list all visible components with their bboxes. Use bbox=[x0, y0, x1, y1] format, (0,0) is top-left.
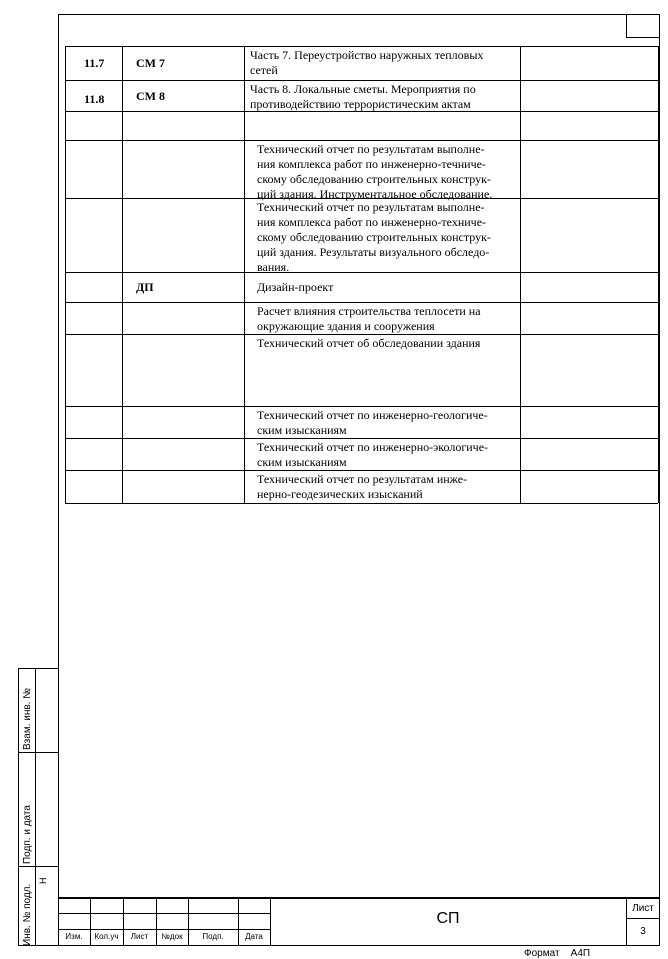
sheet-number: 3 bbox=[640, 926, 646, 937]
row-description-line: ским изысканиям bbox=[257, 455, 347, 469]
table-row-line bbox=[65, 334, 658, 335]
row-description-line: ским изысканиям bbox=[257, 423, 347, 437]
table-row-line bbox=[65, 438, 658, 439]
n-mark: Н bbox=[38, 877, 48, 884]
vzam-inv-label: Взам. инв. № bbox=[22, 688, 33, 750]
row-description-line: ния комплекса работ по инженерно-техниче- bbox=[257, 215, 487, 229]
row-number: 11.7 bbox=[84, 56, 105, 70]
table-col-line bbox=[122, 46, 123, 503]
table-row-line bbox=[65, 503, 658, 504]
table-col-line bbox=[520, 46, 521, 503]
podp-data-label: Подп. и дата bbox=[22, 805, 33, 864]
row-code: СМ 8 bbox=[136, 88, 165, 103]
format-footer bbox=[524, 948, 590, 959]
kol-uch-label: Кол.уч bbox=[94, 932, 119, 941]
row-description-line: Технический отчет по инженерно-геологиче- bbox=[257, 408, 488, 422]
table-col-line bbox=[244, 46, 245, 503]
document-code: СП bbox=[436, 910, 460, 927]
table-row-line bbox=[65, 470, 658, 471]
row-description-line: сетей bbox=[250, 63, 278, 77]
row-description-line: Технический отчет по результатам инже- bbox=[257, 472, 468, 486]
table-row-line bbox=[65, 46, 658, 47]
row-number: 11.8 bbox=[84, 91, 105, 106]
row-description-line: Расчет влияния строительства теплосети на bbox=[257, 304, 481, 318]
table-col-line bbox=[65, 46, 66, 503]
table-row-line bbox=[65, 406, 658, 407]
row-description-line: вания. bbox=[257, 260, 290, 274]
corner-box bbox=[626, 14, 660, 38]
row-description-line: Часть 8. Локальные сметы. Мероприятия по bbox=[250, 82, 476, 96]
table-row-line bbox=[65, 272, 658, 273]
ndok-label: №док bbox=[161, 932, 183, 941]
sheet-label: Лист bbox=[632, 903, 654, 914]
format-value: А4П bbox=[570, 948, 591, 959]
row-description-line: Технический отчет об обследовании здания bbox=[257, 336, 481, 350]
row-description-line: противодействию террористическим актам bbox=[250, 97, 471, 111]
row-description-line: нерно-геодезических изысканий bbox=[257, 487, 423, 501]
row-description-line: ния комплекса работ по инженерно-течниче- bbox=[257, 157, 486, 171]
table-row-line bbox=[65, 80, 658, 81]
row-description-line: скому обследованию строительных конструк- bbox=[257, 172, 491, 186]
row-code: СМ 7 bbox=[136, 56, 165, 70]
data-label: Дата bbox=[245, 932, 263, 941]
table-row-line bbox=[65, 111, 658, 112]
table-row-line bbox=[65, 140, 658, 141]
row-description-line: Технический отчет по результатам выполне- bbox=[257, 200, 485, 214]
row-code: ДП bbox=[136, 280, 154, 294]
table-row-line bbox=[65, 302, 658, 303]
row-description-line: Технический отчет по результатам выполне- bbox=[257, 142, 485, 156]
list-label: Лист bbox=[130, 932, 149, 941]
inv-podl-label: Инв. № подл. bbox=[22, 883, 33, 946]
row-description-line: скому обследованию строительных конструк- bbox=[257, 230, 491, 244]
row-description-line: окружающие здания и сооружения bbox=[257, 319, 435, 333]
podp-label: Подп. bbox=[202, 932, 224, 941]
row-description-line: Дизайн-проект bbox=[257, 280, 334, 294]
row-description-line: ций здания. Результаты визуального обследо- bbox=[257, 245, 490, 259]
row-description-line: Часть 7. Переустройство наружных тепловых bbox=[250, 48, 484, 62]
format-label: Формат bbox=[524, 948, 560, 959]
izm-label: Изм. bbox=[65, 932, 83, 941]
table-col-line bbox=[658, 46, 659, 503]
row-description-line: ций здания. Инструментальное обследование. bbox=[257, 187, 493, 201]
row-description-line: Технический отчет по инженерно-экологиче- bbox=[257, 440, 489, 454]
